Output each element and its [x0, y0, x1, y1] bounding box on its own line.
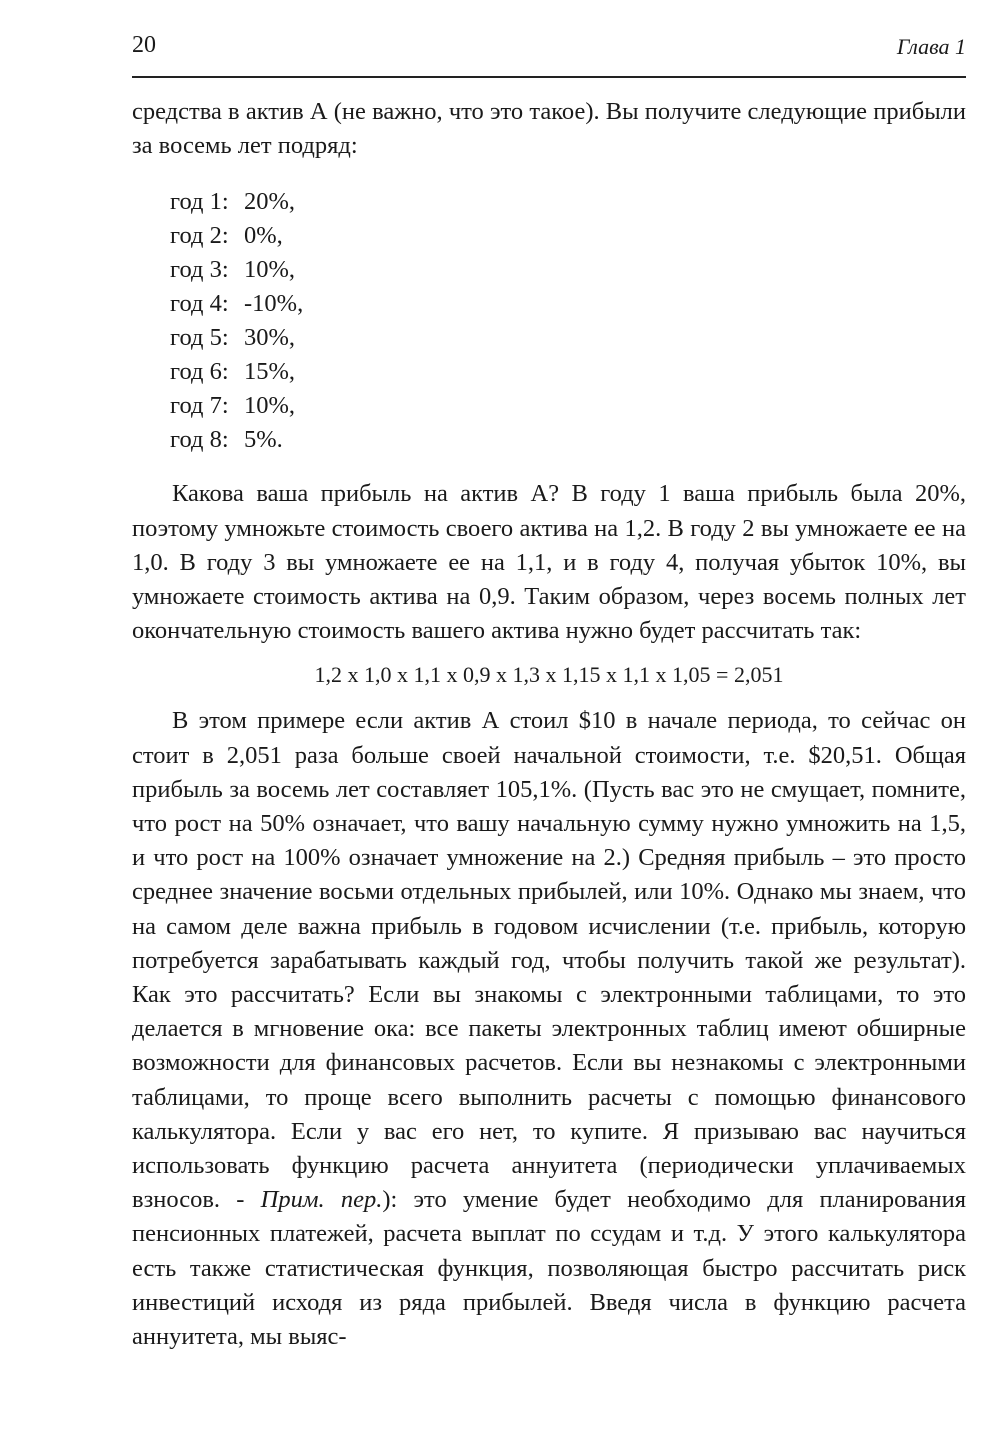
year-value: 15%,: [244, 358, 296, 386]
year-label: год 8:: [170, 426, 229, 454]
intro-paragraph: средства в актив А (не важно, что это такое). Вы получите следующие прибыли за восемь лет подряд:: [132, 98, 966, 160]
paragraph-text: ): это умение будет необходимо для планирования пенсионных платежей, расчета выплат по ссудам и т.д. У этого калькулятора есть также статистическая функция, позволяющая быстро рассчитать риск инвестиций исходя из ряда прибылей. Введя числа в функцию расчета аннуитета, мы выяс-: [132, 1186, 966, 1351]
returns-list: [170, 185, 966, 457]
page-header: [132, 30, 966, 78]
year-value: 5%.: [244, 426, 283, 454]
year-value: 0%,: [244, 222, 283, 250]
list-item: [170, 321, 966, 355]
year-label: год 1:: [170, 188, 229, 216]
paragraph-text: В этом примере если актив А стоил $10 в начале периода, то сейчас он стоит в 2,051 раза больше своей начальной стоимости, т.е. $20,51. Общая прибыль за восемь лет составляет 105,1%. (Пусть вас это не смущает, помните, что рост на 50% означает, что вашу начальную сумму нужно умножить на 1,5, и что рост на 100% означает умножение на 2.) Средняя прибыль – это просто среднее значение восьми отдельных прибылей, или 10%. Однако мы знаем, что на самом деле важна прибыль в годовом исчислении (т.е. прибыль, которую потребуется зарабатывать каждый год, чтобы получить такой же результат). Как это рассчитать? Если вы знакомы с электронными таблицами, то это делается в мгновение ока: все пакеты электронных таблиц имеют обширные возможности для финансовых расчетов. Если вы незнакомы с электронными таблицами, то проще всего выполнить расчеты с помощью финансового калькулятора. Если у вас его нет, то купите. Я призываю вас научиться использовать функцию расчета аннуитета (периодически уплачиваемых взносов. -: [132, 707, 966, 1214]
list-item: [170, 253, 966, 287]
year-label: год 2:: [170, 222, 229, 250]
year-label: год 4:: [170, 290, 229, 318]
year-label: год 5:: [170, 324, 229, 352]
body-paragraph-3: [132, 704, 966, 1354]
chapter-title: Глава 1: [896, 34, 966, 59]
list-item: [170, 219, 966, 253]
body-paragraph-2: Какова ваша прибыль на актив А? В году 1 ваша прибыль была 20%, поэтому умножьте стоимость своего актива на 1,2. В году 2 вы умножаете ее на 1,0. В году 3 вы умножаете ее на 1,1, и в году 4, получая убыток 10%, вы умножаете стоимость актива на 0,9. Таким образом, через восемь полных лет окончательную стоимость вашего актива нужно будет рассчитать так:: [132, 480, 966, 645]
year-value: 30%,: [244, 324, 296, 352]
list-item: [170, 185, 966, 219]
year-value: 20%,: [244, 188, 296, 216]
translator-note: Прим. пер.: [260, 1186, 383, 1214]
year-value: -10%,: [244, 290, 304, 318]
page-body: [132, 95, 966, 1354]
list-item: [170, 287, 966, 321]
year-value: 10%,: [244, 256, 296, 284]
year-value: 10%,: [244, 392, 296, 420]
page-number: 20: [132, 32, 156, 58]
formula: 1,2 x 1,0 x 1,1 x 0,9 x 1,3 x 1,15 x 1,1 x 1,05 = 2,051: [314, 662, 784, 688]
list-item: [170, 389, 966, 423]
year-label: год 3:: [170, 256, 229, 284]
list-item: [170, 355, 966, 389]
year-label: год 7:: [170, 392, 229, 420]
year-label: год 6:: [170, 358, 229, 386]
list-item: [170, 423, 966, 457]
